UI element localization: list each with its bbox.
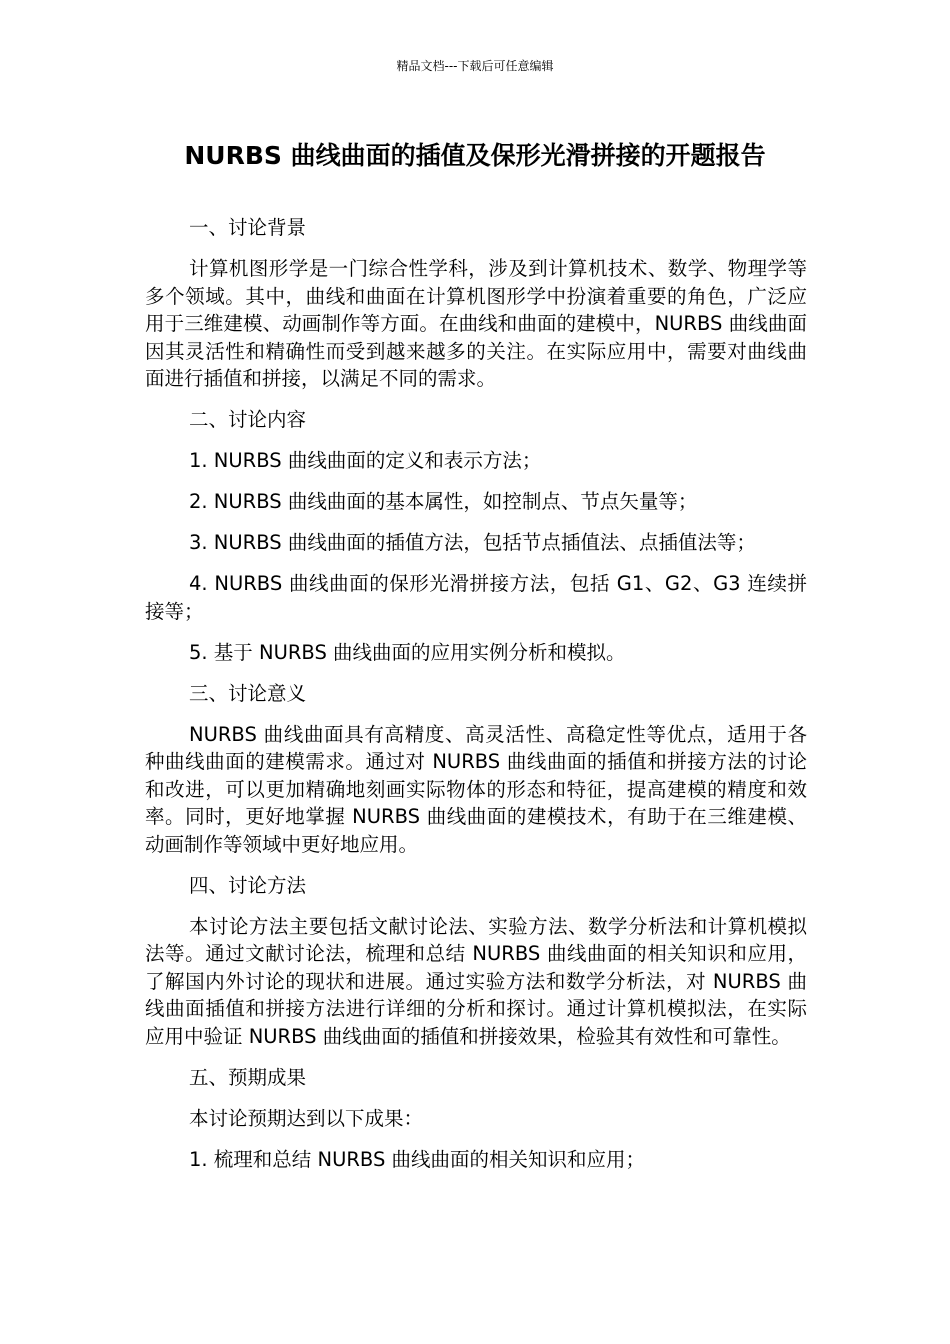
section-heading-methods: 四、讨论方法 — [189, 873, 307, 897]
list-item: 1. 梳理和总结 NURBS 曲线曲面的相关知识和应用； — [189, 1147, 646, 1171]
document-body — [145, 214, 807, 1187]
paragraph-methods: 本讨论方法主要包括文献讨论法、实验方法、数学分析法和计算机模拟法等。通过文献讨论法，梳理和总结 NURBS 曲线曲面的相关知识和应用，了解国内外讨论的现状和进展。通过实验方法和数学分析法，对 NURBS 曲线曲面插值和拼接方法进行详细的分析和探讨。通过计算机模拟法，在实际应用中验证 NURBS 曲线曲面的插值和拼接效果，检验其有效性和可靠性。 — [145, 914, 807, 1048]
header-note: 精品文档---下载后可任意编辑 — [396, 59, 554, 73]
list-item: 2. NURBS 曲线曲面的基本属性，如控制点、节点矢量等； — [189, 490, 698, 513]
list-item: 3. NURBS 曲线曲面的插值方法，包括节点插值法、点插值法等； — [189, 531, 756, 554]
paragraph-significance: NURBS 曲线曲面具有高精度、高灵活性、高稳定性等优点，适用于各种曲线曲面的建模需求。通过对 NURBS 曲线曲面的插值和拼接方法的讨论和改进，可以更加精确地刻画实际物体的形态和特征，提高建模的精度和效率。同时，更好地掌握 NURBS 曲线曲面的建模技术，有助于在三维建模、动画制作等领域中更好地应用。 — [145, 722, 807, 856]
list-item: 4. NURBS 曲线曲面的保形光滑拼接方法，包括 G1、G2、G3 连续拼接等； — [145, 572, 807, 623]
document-title: NURBS 曲线曲面的插值及保形光滑拼接的开题报告 — [184, 141, 766, 170]
section-heading-content: 二、讨论内容 — [189, 408, 307, 431]
section-heading-significance: 三、讨论意义 — [189, 681, 307, 705]
section-heading-background: 一、讨论背景 — [189, 216, 307, 239]
list-item: 5. 基于 NURBS 曲线曲面的应用实例分析和模拟。 — [189, 640, 626, 664]
paragraph-outcomes-intro: 本讨论预期达到以下成果： — [189, 1106, 424, 1130]
section-heading-outcomes: 五、预期成果 — [189, 1065, 307, 1089]
list-item: 1. NURBS 曲线曲面的定义和表示方法； — [189, 449, 542, 472]
paragraph-background: 计算机图形学是一门综合性学科，涉及到计算机技术、数学、物理学等多个领域。其中，曲线和曲面在计算机图形学中扮演着重要的角色，广泛应用于三维建模、动画制作等方面。在曲线和曲面的建模中，NURBS 曲线曲面因其灵活性和精确性而受到越来越多的关注。在实际应用中，需要对曲线曲面进行插值和拼接，以满足不同的需求。 — [145, 257, 807, 390]
